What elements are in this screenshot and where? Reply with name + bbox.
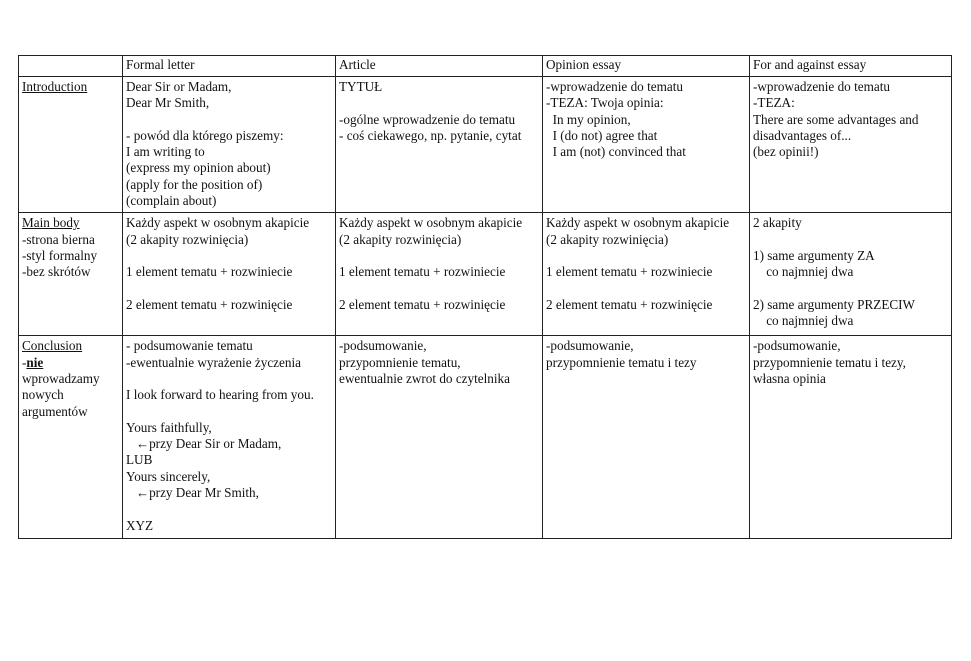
row-label-introduction xyxy=(19,77,123,213)
row-main-body xyxy=(19,213,952,336)
cell-intro-article: TYTUŁ -ogólne wprowadzenie do tematu - coś ciekawego, np. pytanie, cytat xyxy=(336,77,543,213)
row-label-conclusion xyxy=(19,336,123,539)
row-introduction xyxy=(19,77,952,213)
header-formal-letter: Formal letter xyxy=(123,56,336,77)
row-conclusion xyxy=(19,336,952,539)
cell-concl-opinion-essay: -podsumowanie, przypomnienie tematu i tezy xyxy=(543,336,750,539)
header-for-against-essay: For and against essay xyxy=(750,56,952,77)
label-conclusion-text: Conclusion xyxy=(22,338,83,354)
cell-concl-for-against: -podsumowanie, przypomnienie tematu i tezy, własna opinia xyxy=(750,336,952,539)
note-passive-voice: -strona bierna xyxy=(22,231,95,247)
note-formal-style: -styl formalny xyxy=(22,247,98,263)
note-no-contractions: -bez skrótów xyxy=(22,264,91,280)
header-cell-empty xyxy=(19,56,123,77)
label-introduction-text: Introduction xyxy=(22,79,88,94)
cell-body-opinion-essay: Każdy aspekt w osobnym akapicie (2 akapity rozwinięcia) 1 element tematu + rozwiniecie 2 element tematu + rozwinięcie xyxy=(543,213,750,336)
cell-intro-opinion-essay: -wprowadzenie do tematu -TEZA: Twoja opinia: In my opinion, I (do not) agree that I am (not) convinced that xyxy=(543,77,750,213)
header-article: Article xyxy=(336,56,543,77)
label-conclusion-prefix: - xyxy=(22,354,27,370)
comparison-table xyxy=(18,55,952,539)
cell-concl-formal-letter: - podsumowanie tematu -ewentualnie wyrażenie życzenia I look forward to hearing from you. Yours faithfully, ←przy Dear Sir or Madam, LUB Yours sincerely, ←przy Dear Mr Smith, XYZ xyxy=(123,336,336,539)
cell-body-formal-letter: Każdy aspekt w osobnym akapicie (2 akapity rozwinięcia) 1 element tematu + rozwiniecie 2 element tematu + rozwinięcie xyxy=(123,213,336,336)
header-row xyxy=(19,56,952,77)
cell-concl-article: -podsumowanie, przypomnienie tematu, ewentualnie zwrot do czytelnika xyxy=(336,336,543,539)
label-conclusion-emphasis: nie xyxy=(26,354,44,370)
header-opinion-essay: Opinion essay xyxy=(543,56,750,77)
row-label-main-body xyxy=(19,213,123,336)
label-conclusion-rest: wprowadzamy nowych argumentów xyxy=(22,370,100,419)
cell-intro-formal-letter: Dear Sir or Madam, Dear Mr Smith, - powód dla którego piszemy: I am writing to (express my opinion about) (apply for the position of) (complain about) xyxy=(123,77,336,213)
label-main-body-text: Main body xyxy=(22,215,80,231)
cell-intro-for-against: -wprowadzenie do tematu -TEZA: There are some advantages and disadvantages of... (bez opinii!) xyxy=(750,77,952,213)
cell-body-for-against: 2 akapity 1) same argumenty ZA co najmniej dwa 2) same argumenty PRZECIW co najmniej dwa xyxy=(750,213,952,336)
cell-body-article: Każdy aspekt w osobnym akapicie (2 akapity rozwinięcia) 1 element tematu + rozwiniecie 2 element tematu + rozwinięcie xyxy=(336,213,543,336)
